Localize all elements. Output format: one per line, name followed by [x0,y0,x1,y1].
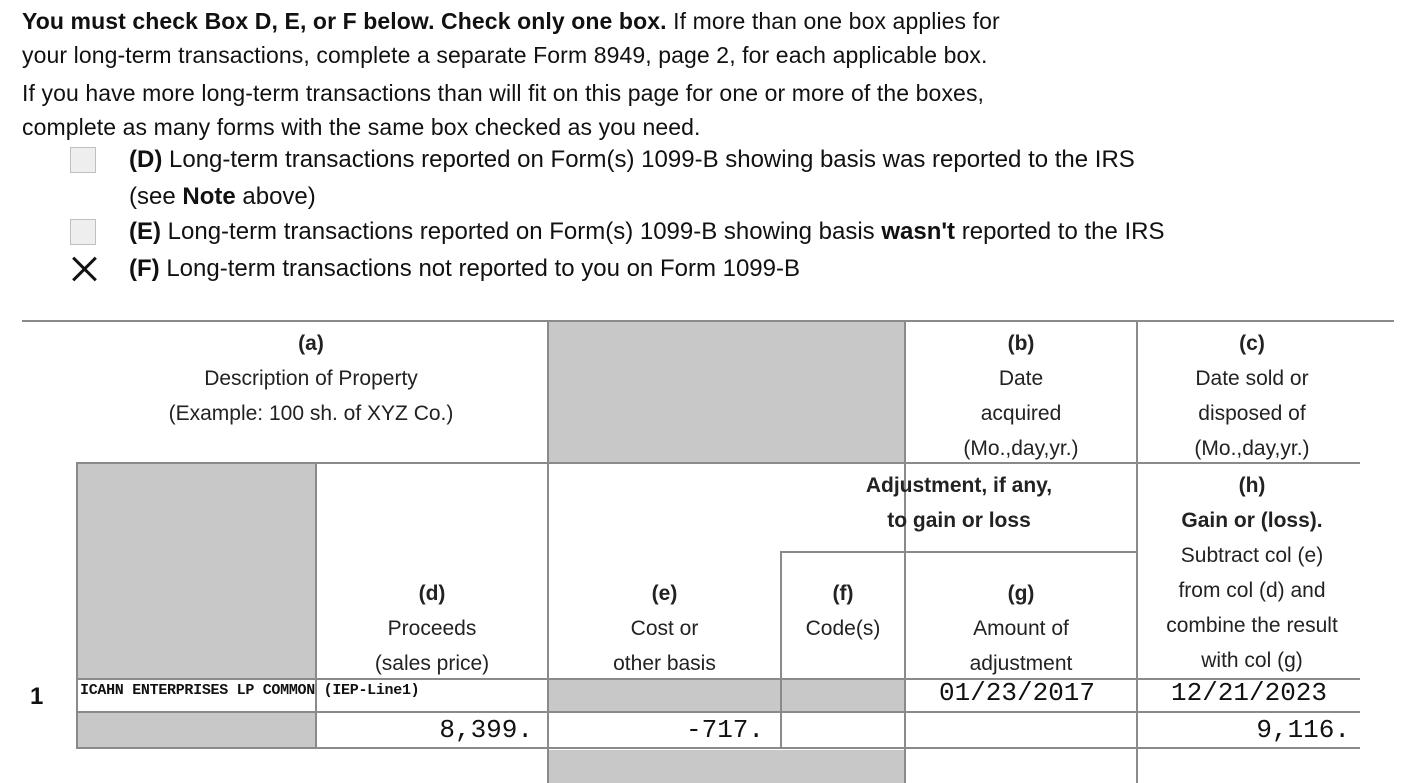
col-e-letter: (e) [651,582,678,605]
col-b-line-2: acquired [980,402,1062,425]
col-h-letter: (h) [1238,474,1266,497]
row-date-acquired-field[interactable]: 01/23/2017 [938,678,1096,708]
box-d-text: Long-term transactions reported on Form(s) 1099-B showing basis was reported to the IRS [162,146,1135,173]
col-c-letter: (c) [1239,332,1265,355]
box-d-line2-post: above) [235,183,316,210]
box-e-label [129,218,1165,246]
instructions-line-4: complete as many forms with the same box checked as you need. [22,114,701,140]
col-d-line-1: Proceeds [387,617,477,640]
col-b-header [906,326,1136,466]
box-e-id: (E) [129,218,161,245]
row-proceeds-field[interactable]: 8,399. [439,715,533,745]
instructions-line-1 [22,4,1000,38]
col-c-line-3: (Mo.,day,yr.) [1194,437,1310,460]
table-top-border [22,320,1394,322]
row-bottom-border [76,747,1360,749]
col-g-line-1: Amount of [973,617,1069,640]
instructions-line-1-rest: If more than one box applies for [666,8,1000,34]
box-d-line2-pre: (see [129,183,183,210]
col-a-letter: (a) [298,332,324,355]
box-d-checkbox[interactable] [70,147,96,173]
shaded-cell-row1b [76,713,315,748]
col-f-header [782,576,904,646]
col-c-line-2: disposed of [1198,402,1306,425]
box-f-id: (F) [129,255,160,282]
row-cost-basis-field[interactable]: -717. [685,715,764,745]
row-date-sold-field[interactable]: 12/21/2023 [1170,678,1328,708]
box-f-checkbox[interactable] [70,256,96,282]
shaded-cell-row2 [548,750,904,783]
col-e-header [549,576,780,681]
col-b-line-1: Date [998,367,1044,390]
box-d-label [129,146,1135,174]
row-description-field[interactable]: ICAHN ENTERPRISES LP COMMON (IEP-Line1) [80,682,420,699]
col-g-header [906,576,1136,681]
col-d-line-2: (sales price) [374,652,490,675]
box-f-text: Long-term transactions not reported to you on Form 1099-B [159,255,800,282]
col-a-line-2: (Example: 100 sh. of XYZ Co.) [168,402,454,425]
col-f-letter: (f) [832,582,854,605]
adjustment-line-2: to gain or loss [887,509,1031,532]
col-a-line-1: Description of Property [204,367,418,390]
box-d-id: (D) [129,146,163,173]
col-h-line-5: with col (g) [1201,649,1303,672]
col-c-header [1138,326,1366,466]
row-divider [76,711,1360,713]
col-d-header [317,576,547,681]
adjustment-header [782,468,1136,538]
box-e-text-post: reported to the IRS [955,218,1165,245]
instructions-line-3: If you have more long-term transactions than will fit on this page for one or more of the boxes, [22,80,985,106]
box-e-text-pre: Long-term transactions reported on Form(s) 1099-B showing basis [161,218,882,245]
box-f-label [129,255,800,283]
box-e-checkbox[interactable] [70,219,96,245]
col-a-header [76,326,546,431]
shaded-cell-subheader [76,464,315,678]
col-g-line-2: adjustment [969,652,1073,675]
col-e-line-1: Cost or [630,617,699,640]
col-f-line-1: Code(s) [805,617,881,640]
col-line-ae [547,322,549,783]
col-h-line-2: Subtract col (e) [1180,544,1324,567]
col-g-letter: (g) [1007,582,1035,605]
col-e-line-2: other basis [613,652,716,675]
adjustment-line-1: Adjustment, if any, [865,474,1053,497]
row-gain-loss-field[interactable]: 9,116. [1256,715,1350,745]
row-number: 1 [30,683,44,710]
col-b-line-3: (Mo.,day,yr.) [963,437,1079,460]
col-line-left [76,464,78,748]
col-h-line-4: combine the result [1166,614,1338,637]
instructions-bold: You must check Box D, E, or F below. Check only one box. [22,8,667,34]
col-c-line-1: Date sold or [1195,367,1309,390]
col-h-line-1: Gain or (loss). [1181,509,1323,532]
box-d-label-line-2 [129,183,316,211]
col-h-line-3: from col (d) and [1178,579,1326,602]
shaded-cell-row1 [548,680,904,713]
shaded-cell-header [548,322,904,464]
col-d-letter: (d) [418,582,446,605]
adjustment-divider [780,551,1136,553]
box-d-note: Note [182,183,236,210]
instructions-line-2: your long-term transactions, complete a separate Form 8949, page 2, for each applicable box. [22,42,988,68]
col-h-header [1138,468,1366,678]
col-b-letter: (b) [1007,332,1035,355]
box-e-text-bold: wasn't [881,218,956,245]
